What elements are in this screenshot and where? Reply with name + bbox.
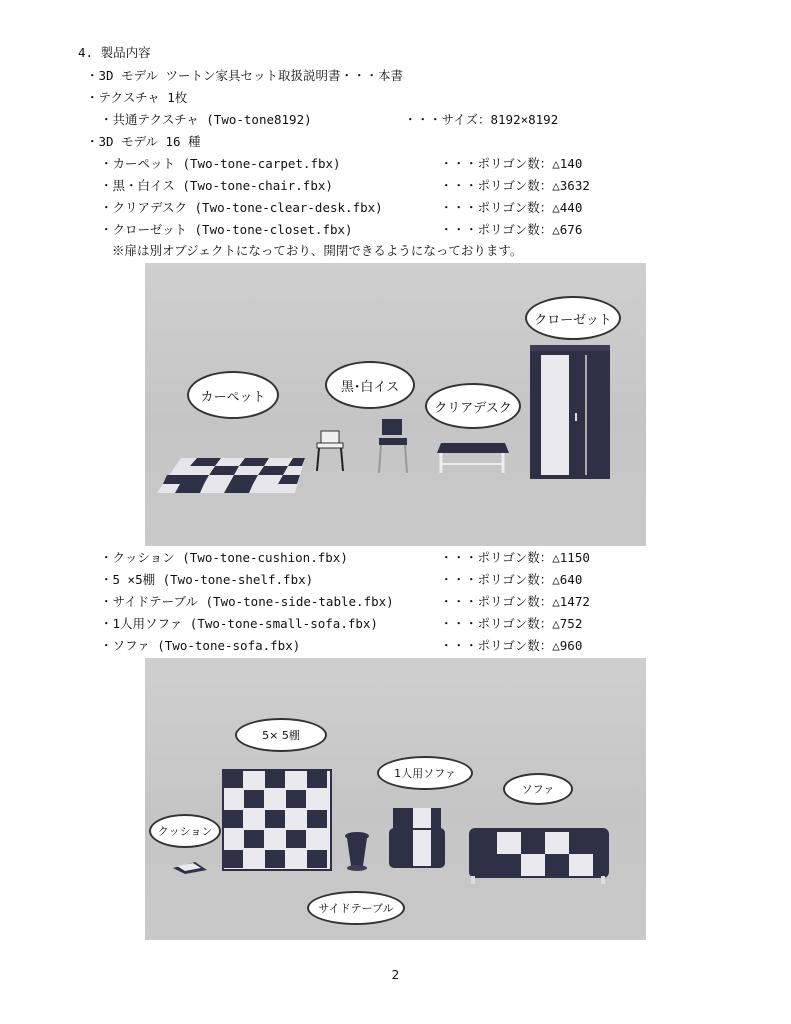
label-shelf: 5× 5棚 [235, 718, 327, 752]
model-polygons: ・・・ポリゴン数：△960 [440, 638, 583, 653]
section-heading: 4. 製品内容 [78, 45, 151, 60]
closet-model [530, 345, 610, 479]
model-name: ・クッション (Two-tone-cushion.fbx) [100, 550, 348, 565]
page-number: 2 [391, 968, 400, 982]
model-name: ・サイドテーブル (Two-tone-side-table.fbx) [100, 594, 394, 609]
model-name: ・クローゼット (Two-tone-closet.fbx) [100, 222, 353, 237]
label-carpet: カーペット [187, 371, 279, 419]
label-cushion: クッション [149, 814, 221, 848]
model-name: ・5 ×5棚 (Two-tone-shelf.fbx) [100, 572, 314, 587]
model-polygons: ・・・ポリゴン数：△140 [440, 156, 583, 171]
render-image-2 [145, 658, 646, 940]
closet-note: ※扉は別オブジェクトになっており、開閉できるようになっております。 [112, 243, 523, 258]
sofa-model [469, 828, 609, 884]
small-sofa-model [389, 808, 445, 868]
texture-header: ・テクスチャ 1枚 [86, 90, 188, 105]
model-name: ・ソファ (Two-tone-sofa.fbx) [100, 638, 301, 653]
model-polygons: ・・・ポリゴン数：△752 [440, 616, 583, 631]
model-polygons: ・・・ポリゴン数：△1472 [440, 594, 590, 609]
carpet-model [157, 458, 305, 493]
label-small-sofa: 1人用ソファ [377, 756, 473, 790]
cushion-model [173, 862, 207, 874]
texture-size: ・・・サイズ：8192×8192 [404, 112, 559, 127]
model-name: ・1人用ソファ (Two-tone-small-sofa.fbx) [100, 616, 378, 631]
model-polygons: ・・・ポリゴン数：△640 [440, 572, 583, 587]
model-name: ・クリアデスク (Two-tone-clear-desk.fbx) [100, 200, 383, 215]
label-chair: 黒･白イス [325, 361, 415, 409]
render-image-1 [145, 263, 646, 546]
model-polygons: ・・・ポリゴン数：△1150 [440, 550, 590, 565]
label-sofa: ソファ [503, 773, 573, 805]
model-polygons: ・・・ポリゴン数：△3632 [440, 178, 590, 193]
manual-item: ・3D モデル ツートン家具セット取扱説明書・・・本書 [86, 68, 403, 83]
model-name: ・黒・白イス (Two-tone-chair.fbx) [100, 178, 333, 193]
texture-item: ・共通テクスチャ (Two-tone8192) [100, 112, 312, 127]
model-polygons: ・・・ポリゴン数：△676 [440, 222, 583, 237]
label-closet: クローゼット [525, 296, 621, 340]
chair-model-white [317, 431, 343, 471]
model-polygons: ・・・ポリゴン数：△440 [440, 200, 583, 215]
side-table-model [345, 832, 369, 871]
model-name: ・カーペット (Two-tone-carpet.fbx) [100, 156, 341, 171]
clear-desk-model [437, 443, 509, 473]
shelf-model [223, 770, 331, 870]
models-header: ・3D モデル 16 種 [86, 134, 201, 149]
label-side-table: サイドテーブル [307, 891, 405, 925]
label-desk: クリアデスク [425, 383, 521, 429]
chair-model-black [379, 419, 407, 473]
